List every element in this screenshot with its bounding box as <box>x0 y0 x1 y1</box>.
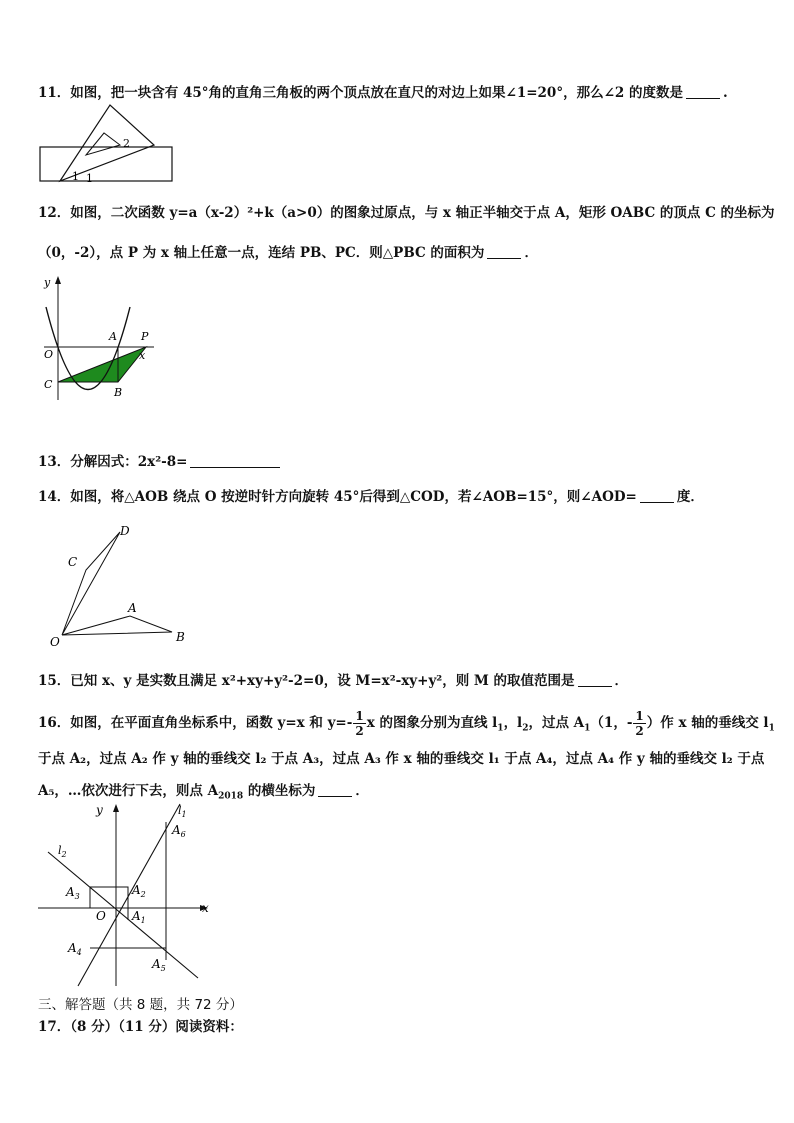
fraction-half-2: $\frac{1}{2}$ <box>635 709 644 738</box>
point-label-a1: $A_1$ <box>132 909 146 925</box>
point-label-c: C <box>68 555 78 569</box>
answer-blank <box>318 784 352 797</box>
point-label-o: O <box>50 635 60 649</box>
point-label-p: P <box>141 330 149 343</box>
point-label-a: A <box>128 601 137 615</box>
ruler-triangle-figure <box>38 103 178 185</box>
point-label-b: B <box>176 630 185 644</box>
line-label-l2: $l_2$ <box>58 844 67 859</box>
origin-label: O <box>96 909 106 923</box>
angle-label-1: 1 <box>72 170 79 183</box>
point-label-a2: $A_2$ <box>132 883 146 899</box>
question-12-line1: 12．如图，二次函数 y=a（x-2）²+k（a>0）的图象过原点，与 x 轴正半轴交于点 A，矩形 OABC 的顶点 C 的坐标为 <box>38 205 775 221</box>
answer-blank <box>686 86 720 99</box>
question-13: 13．分解因式：2x²-8= <box>38 453 283 471</box>
parabola-figure <box>38 272 158 404</box>
question-14: 14．如图，将△AOB 绕点 O 按逆时针方向旋转 45°后得到△COD，若∠AOB=15°，则∠AOD= 度． <box>38 489 704 505</box>
point-label-o: O <box>44 348 54 361</box>
point-label-b: B <box>114 386 123 399</box>
y-axis-label: y <box>44 276 51 289</box>
x-axis-label: x <box>202 901 209 915</box>
question-16-line1: 16．如图，在平面直角坐标系中，函数 y=x 和 y=- $\frac{1}{2}$ x 的图象分别为直线 $l_1$，$l_2$，过点 $A_1(1$，- $\frac{1}{2}$ ）作 x 轴的垂线交 $l_1$ <box>38 709 775 738</box>
question-15: 15．已知 x、y 是实数且满足 x²+xy+y²-2=0，设 M=x²-xy+y²，则 M 的取值范围是 ． <box>38 673 629 689</box>
point-label-a3: $A_3$ <box>66 885 80 901</box>
angle-label-2: 2 <box>123 137 130 150</box>
question-11: 11．如图，把一块含有 45°角的直角三角板的两个顶点放在直尺的对边上如果∠1=20°，那么∠2 的度数是 . <box>38 85 728 101</box>
point-label-a6: $A_6$ <box>172 823 186 839</box>
line-label-l1: $l_1$ <box>178 804 187 819</box>
x-axis-label: x <box>139 349 146 362</box>
point-label-a5: $A_5$ <box>152 957 166 973</box>
section-heading: 三、解答题（共 8 题，共 72 分） <box>38 997 243 1013</box>
question-17: 17．（8 分）（11 分）阅读资料： <box>38 1019 243 1035</box>
y-axis-label: y <box>96 803 103 817</box>
fraction-half: $\frac{1}{2}$ <box>355 709 364 738</box>
point-label-a: A <box>109 330 117 343</box>
question-16-line2: 于点 A₂，过点 A₂ 作 y 轴的垂线交 l₂ 于点 A₃，过点 A₃ 作 x 轴的垂线交 l₁ 于点 A₄，过点 A₄ 作 y 轴的垂线交 l₂ 于点 <box>38 751 765 767</box>
coordinate-lines-figure <box>38 800 214 988</box>
question-16-line3: A₅，…依次进行下去，则点 $A_{2018}$ 的横坐标为 ． <box>38 783 369 802</box>
answer-blank <box>190 455 280 468</box>
answer-blank <box>487 246 521 259</box>
point-label-d: D <box>120 524 130 538</box>
point-label-a4: $A_4$ <box>68 941 82 957</box>
rotation-figure <box>38 520 198 650</box>
answer-blank <box>640 490 674 503</box>
angle-label-1b: 1 <box>86 172 93 185</box>
question-12-line2: （0，-2），点 P 为 x 轴上任意一点，连结 PB、PC．则△PBC 的面积为 ． <box>38 245 538 261</box>
point-label-c: C <box>44 378 53 391</box>
answer-blank <box>578 674 612 687</box>
